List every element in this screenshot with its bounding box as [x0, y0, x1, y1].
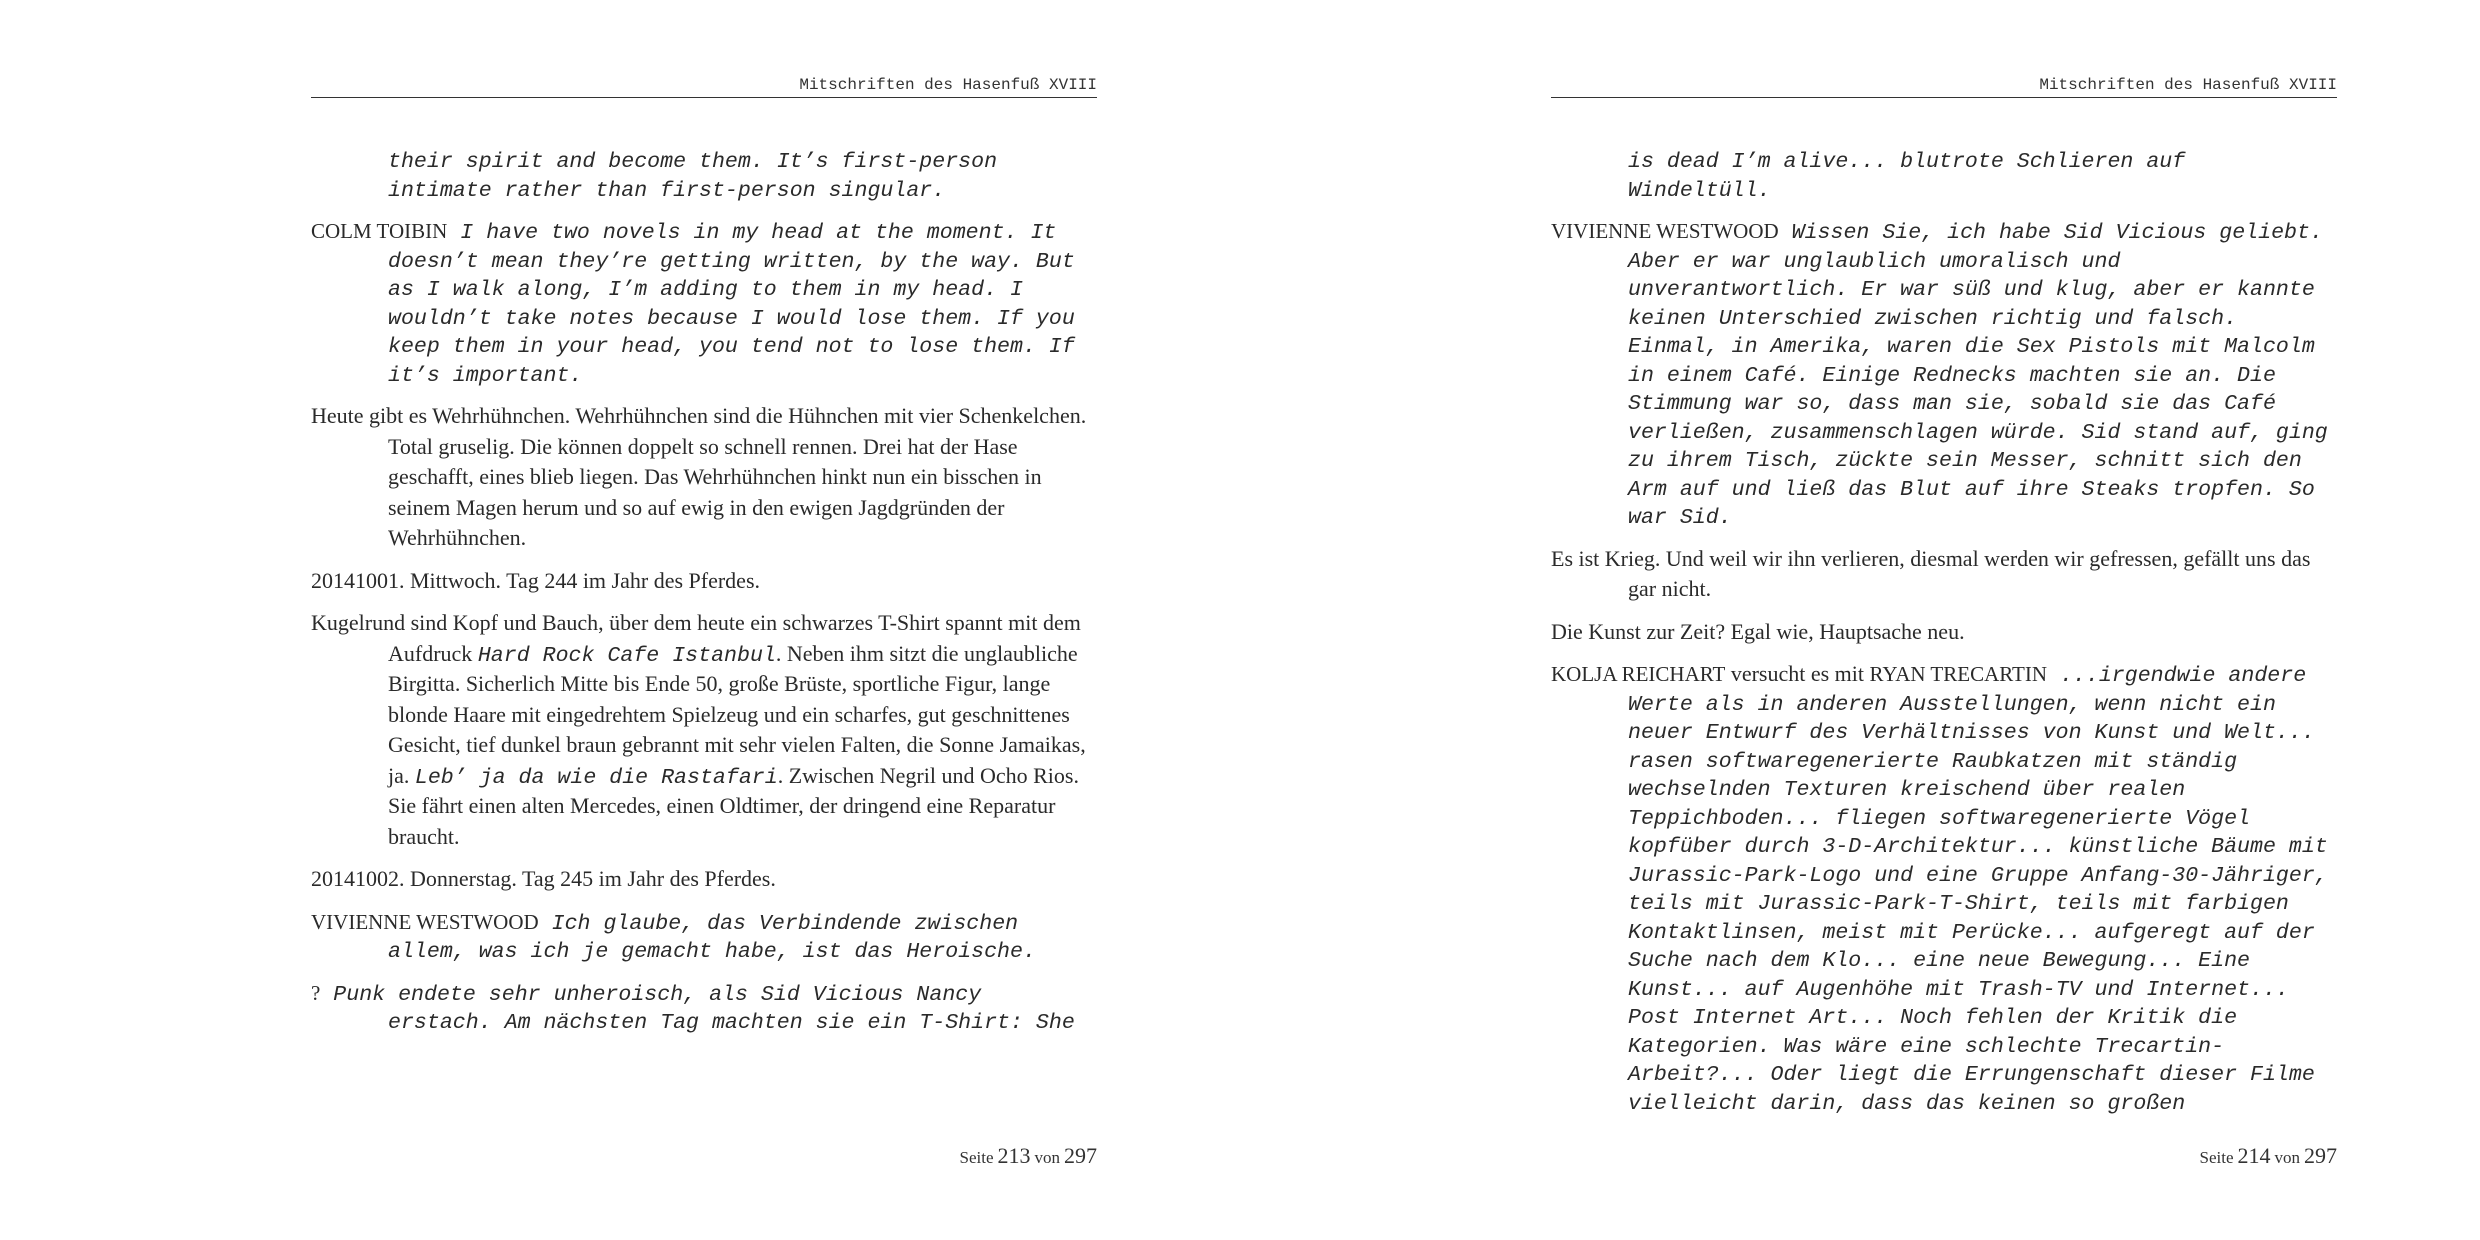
date-text: 20141002. Donnerstag. Tag 245 im Jahr des Pferdes. — [311, 866, 776, 891]
right-page — [1240, 0, 2480, 1240]
quote-text: Punk endete sehr unheroisch, als Sid Vicious Nancy erstach. Am nächsten Tag machten sie ein T-Shirt: She — [333, 982, 1075, 1035]
speaker-name: RYAN TRECARTIN — [1869, 662, 2047, 686]
date-text: 20141001. Mittwoch. Tag 244 im Jahr des Pferdes. — [311, 567, 761, 593]
paragraph-text: Kugelrund sind Kopf und Bauch, über dem heute ein schwarzes T-Shirt spannt mit dem Aufdruck — [311, 610, 1081, 666]
paragraph — [1551, 217, 2337, 533]
page-total: 297 — [2304, 1143, 2337, 1168]
page-number: 214 — [2237, 1143, 2271, 1168]
paragraph — [1551, 545, 2337, 606]
paragraph — [311, 148, 1097, 205]
quote-text: Wissen Sie, ich habe Sid Vicious geliebt. Aber er war unglaublich umoralisch und unverantwortlich. Er war süß und klug, aber er kannte keinen Unterschied zwischen richtig und falsch. Einmal, in Amerika, waren die Sex Pistols mit Malcolm in einem Café. Einige Rednecks machten sie an. Die Stimmung war so, dass man sie, sobald sie das Café verließen, zusammenschlagen würde. Sid stand auf, ging zu ihrem Tisch, zückte sein Messer, schnitt sich den Arm auf und ließ das Blut auf ihre Steaks tropfen. So war Sid. — [1628, 221, 2328, 530]
paragraph — [311, 609, 1097, 853]
speaker-name: VIVIENNE WESTWOOD — [311, 909, 539, 934]
running-header: Mitschriften des Hasenfuß XVIII — [799, 76, 1097, 94]
paragraph-text: Die Kunst zur Zeit? Egal wie, Hauptsache neu. — [1551, 618, 1965, 644]
paragraph — [1551, 148, 2337, 205]
quote-text: I have two novels in my head at the moment. It doesn’t mean they’re getting written, by the way. But as I walk along, I’m adding to them in my head. I wouldn’t take notes because I would lose them. If you keep them in your head, you tend not to lose them. If it’s important. — [388, 221, 1075, 388]
footer-von: von — [2274, 1148, 2300, 1167]
quote-text: Ich glaube, das Verbindende zwischen allem, was ich je gemacht habe, ist das Heroische. — [388, 911, 1036, 964]
diary-date — [311, 567, 1097, 598]
header-rule — [311, 97, 1097, 98]
diary-date — [311, 865, 1097, 896]
paragraph-text: . Zwischen Negril und Ocho Rios. Sie fährt einen alten Mercedes, einen Oldtimer, der dringend eine Reparatur braucht. — [388, 762, 1079, 849]
quote-text: ...irgendwie andere Werte als in anderen Ausstellungen, wenn nicht ein neuer Entwurf des Verhältnisses von Kunst und Welt... rasen softwaregenerierte Raubkatzen mit ständig wechselnden Texturen kreischend über realen Teppichboden... fliegen softwaregenerierte Vögel kopfüber durch 3-D-Architektur... künstliche Bäume mit Jurassic-Park-Logo und eine Gruppe Anfang-30-Jähriger, teils mit Jurassic-Park-T-Shirt, teils mit farbigen Kontaktlinsen, meist mit Perücke... aufgeregt auf der Suche nach dem Klo... eine neue Bewegung... Eine Kunst... auf Augenhöhe mit Trash-TV und Internet... Post Internet Art... Noch fehlen der Kritik die Kategorien. Was wäre eine schlechte Trecartin-Arbeit?... Oder liegt die Errungenschaft dieser Filme vielleicht darin, dass das keinen so großen — [1628, 664, 2328, 1116]
page-footer — [1551, 1143, 2337, 1169]
page-footer — [311, 1143, 1097, 1169]
paragraph-text: versucht es mit — [1725, 661, 1870, 686]
paragraph — [311, 979, 1097, 1038]
paragraph — [311, 217, 1097, 390]
running-header: Mitschriften des Hasenfuß XVIII — [2039, 76, 2337, 94]
italic-text: Hard Rock Cafe Istanbul — [477, 643, 776, 668]
paragraph — [1551, 660, 2337, 1118]
speaker-name: COLM TOIBIN — [311, 219, 448, 243]
marker: ? — [311, 980, 321, 1005]
paragraph — [1551, 618, 2337, 649]
page-total: 297 — [1064, 1143, 1097, 1168]
paragraph — [311, 402, 1097, 555]
italic-text: Leb’ ja da wie die Rastafari — [414, 765, 778, 790]
footer-seite: Seite — [959, 1148, 994, 1167]
paragraph-text: . Neben ihm sitzt die unglaubliche Birgitta. Sicherlich Mitte bis Ende 50, große Brüste, sportliche Figur, lange blonde Haare mit eingedrehtem Spielzeug und ein scharfes, gut geschnittenes Gesicht, tief dunkel braun gebrannt mit sehr vielen Falten, die Sonne Jamaikas, ja. — [388, 640, 1086, 788]
paragraph — [311, 908, 1097, 967]
speaker-name: VIVIENNE WESTWOOD — [1551, 219, 1779, 243]
quote-text: is dead I’m alive... blutrote Schlieren auf Windeltüll. — [1628, 150, 2186, 203]
page-number: 213 — [997, 1143, 1031, 1168]
quote-text: their spirit and become them. It’s first-person intimate rather than first-person singular. — [388, 150, 998, 203]
footer-von: von — [1034, 1148, 1060, 1167]
paragraph-text: Es ist Krieg. Und weil wir ihn verlieren, diesmal werden wir gefressen, gefällt uns das gar nicht. — [1551, 545, 2311, 601]
footer-seite: Seite — [2199, 1148, 2234, 1167]
paragraph-text: Heute gibt es Wehrhühnchen. Wehrhühnchen sind die Hühnchen mit vier Schenkelchen. Total gruselig. Die können doppelt so schnell rennen. Drei hat der Hase geschafft, eines blieb liegen. Das Wehrhühnchen hinkt nun ein bisschen in seinem Magen herum und so auf ewig in den ewigen Jagdgründen der Wehrhühnchen. — [311, 403, 1087, 550]
speaker-name: KOLJA REICHART — [1551, 662, 1726, 686]
page-body — [1551, 148, 2337, 1130]
header-rule — [1551, 97, 2337, 98]
page-body — [311, 148, 1097, 1050]
